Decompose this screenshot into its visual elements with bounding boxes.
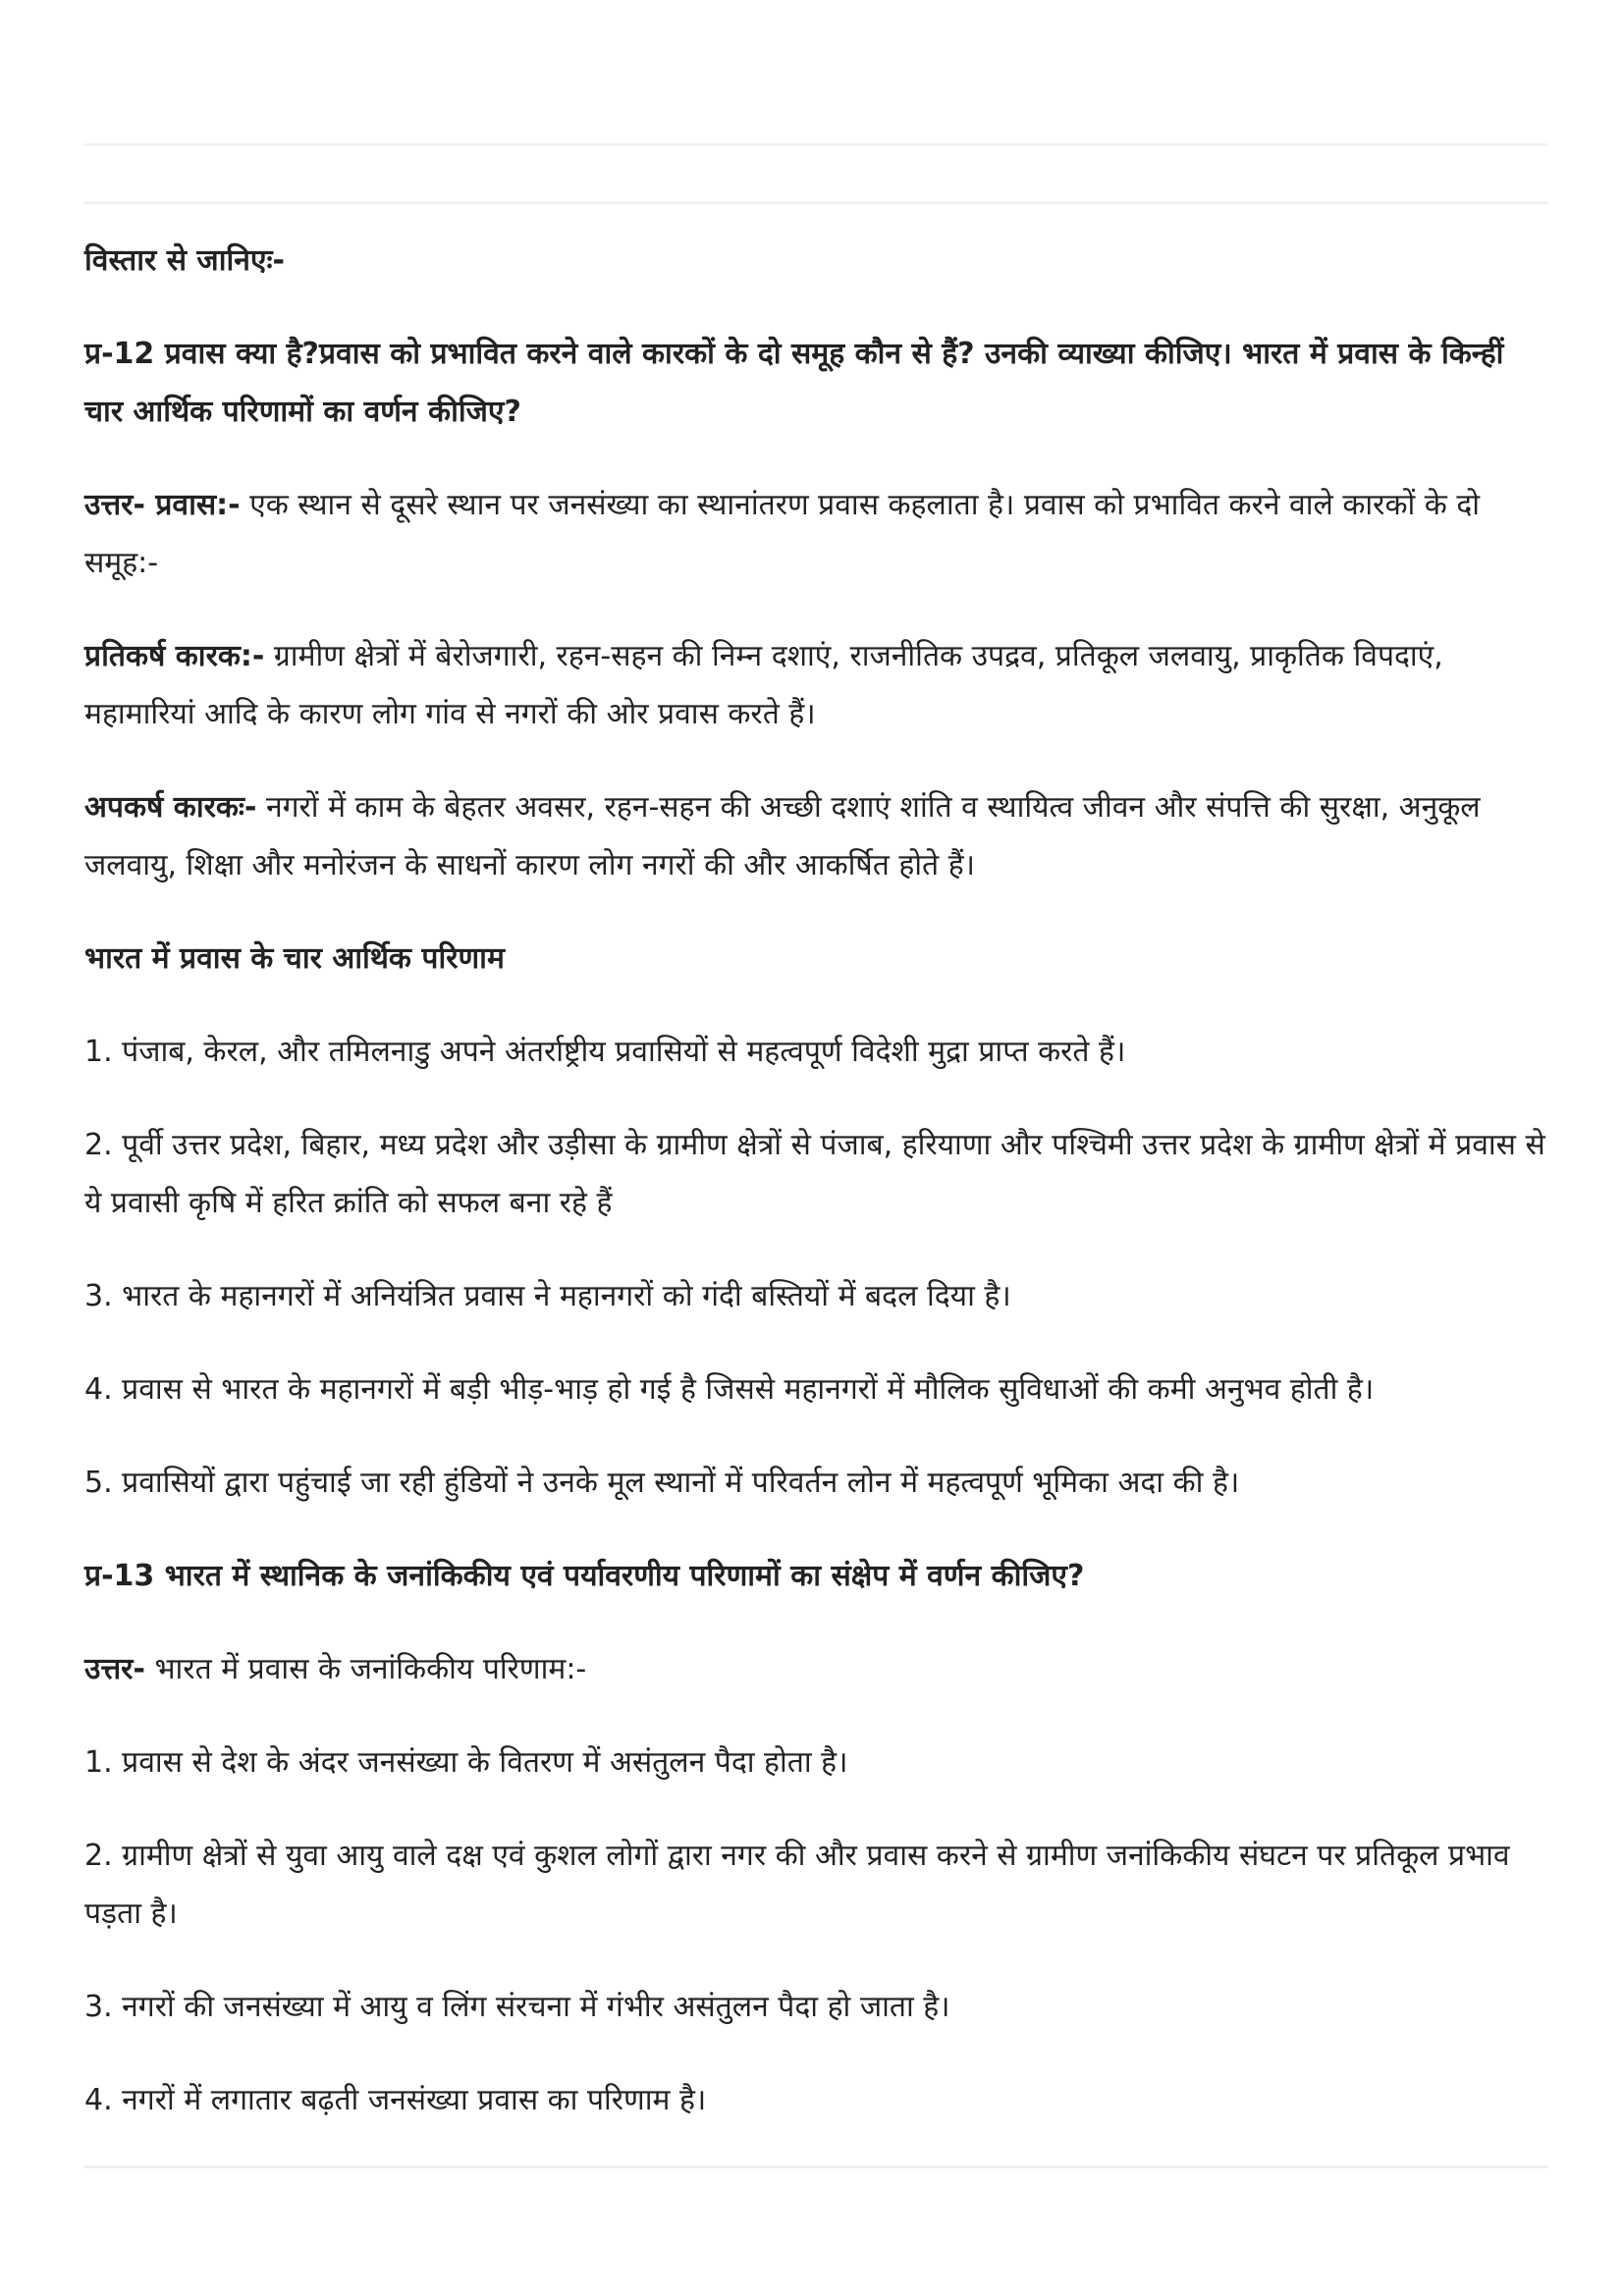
top-divider-2: [84, 201, 1547, 204]
demographic-point: 1. प्रवास से देश के अंदर जनसंख्या के वितरण में असंतुलन पैदा होता है।: [84, 1745, 848, 1780]
answer-text: भारत में प्रवास के जनांकिकीय परिणाम:-: [144, 1652, 587, 1686]
pull-factors: [84, 778, 1547, 894]
demographic-point: 4. नगरों में लगातार बढ़ती जनसंख्या प्रवास का परिणाम है।: [84, 2083, 707, 2117]
economic-point: 4. प्रवास से भारत के महानगरों में बड़ी भीड़-भाड़ हो गई है जिससे महानगरों में मौलिक सुविधाओं की कमी अनुभव होती है।: [84, 1372, 1375, 1407]
demographic-point: 2. ग्रामीण क्षेत्रों से युवा आयु वाले दक्ष एवं कुशल लोगों द्वारा नगर की और प्रवास करने से ग्रामीण जनांकिकीय संघटन पर प्रतिकूल प्रभाव पड़ता है।: [84, 1839, 1510, 1931]
top-divider-1: [84, 143, 1547, 146]
demographic-point: 3. नगरों की जनसंख्या में आयु व लिंग संरचना में गंभीर असंतुलन पैदा हो जाता है।: [84, 1990, 950, 2024]
pull-factors-label: अपकर्ष कारकः-: [84, 790, 257, 825]
answer-12-definition: [84, 476, 1547, 592]
question-12: प्र-12 प्रवास क्या है?प्रवास को प्रभावित करने वाले कारकों के दो समूह कौन से हैं? उनकी व्याख्या कीजिए। भारत में प्रवास के किन्हीं चार आर्थिक परिणामों का वर्णन कीजिए?: [84, 337, 1504, 429]
answer-13-intro: [84, 1640, 1547, 1698]
push-factors-text: ग्रामीण क्षेत्रों में बेरोजगारी, रहन-सहन की निम्न दशाएं, राजनीतिक उपद्रव, प्रतिकूल जलवायु, प्राकृतिक विपदाएं, महामारियां आदि के कारण लोग गांव से नगरों की ओर प्रवास करते हैं।: [84, 639, 1443, 731]
economic-point: 5. प्रवासियों द्वारा पहुंचाई जा रही हुंडियों ने उनके मूल स्थानों में परिवर्तन लोन में महत्वपूर्ण भूमिका अदा की है।: [84, 1466, 1240, 1500]
push-factors: [84, 627, 1547, 743]
answer-label: उत्तर- प्रवास:-: [84, 488, 241, 522]
economic-point: 2. पूर्वी उत्तर प्रदेश, बिहार, मध्य प्रदेश और उड़ीसा के ग्रामीण क्षेत्रों से पंजाब, हरियाणा और पश्चिमी उत्तर प्रदेश के ग्रामीण क्षेत्रों में प्रवास से ये प्रवासी कृषि में हरित क्रांति को सफल बना रहे हैं: [84, 1128, 1545, 1220]
push-factors-label: प्रतिकर्ष कारक:-: [84, 639, 265, 673]
economic-consequences-heading: भारत में प्रवास के चार आर्थिक परिणाम: [84, 941, 505, 976]
section-title: विस्तार से जानिएः-: [84, 243, 285, 278]
economic-point: 3. भारत के महानगरों में अनियंत्रित प्रवास ने महानगरों को गंदी बस्तियों में बदल दिया है।: [84, 1279, 1011, 1313]
answer-label: उत्तर-: [84, 1652, 145, 1686]
economic-point: 1. पंजाब, केरल, और तमिलनाडु अपने अंतर्राष्ट्रीय प्रवासियों से महत्वपूर्ण विदेशी मुद्रा प्राप्त करते हैं।: [84, 1035, 1126, 1069]
document-body: [84, 232, 1547, 2164]
bottom-divider: [84, 2165, 1547, 2168]
answer-text: एक स्थान से दूसरे स्थान पर जनसंख्या का स्थानांतरण प्रवास कहलाता है। प्रवास को प्रभावित करने वाले कारकों के दो समूह:-: [84, 488, 1481, 580]
pull-factors-text: नगरों में काम के बेहतर अवसर, रहन-सहन की अच्छी दशाएं शांति व स्थायित्व जीवन और संपत्ति की सुरक्षा, अनुकूल जलवायु, शिक्षा और मनोरंजन के साधनों कारण लोग नगरों की और आकर्षित होते हैं।: [84, 790, 1481, 882]
question-13: प्र-13 भारत में स्थानिक के जनांकिकीय एवं पर्यावरणीय परिणामों का संक्षेप में वर्णन कीजिए?: [84, 1559, 1085, 1593]
